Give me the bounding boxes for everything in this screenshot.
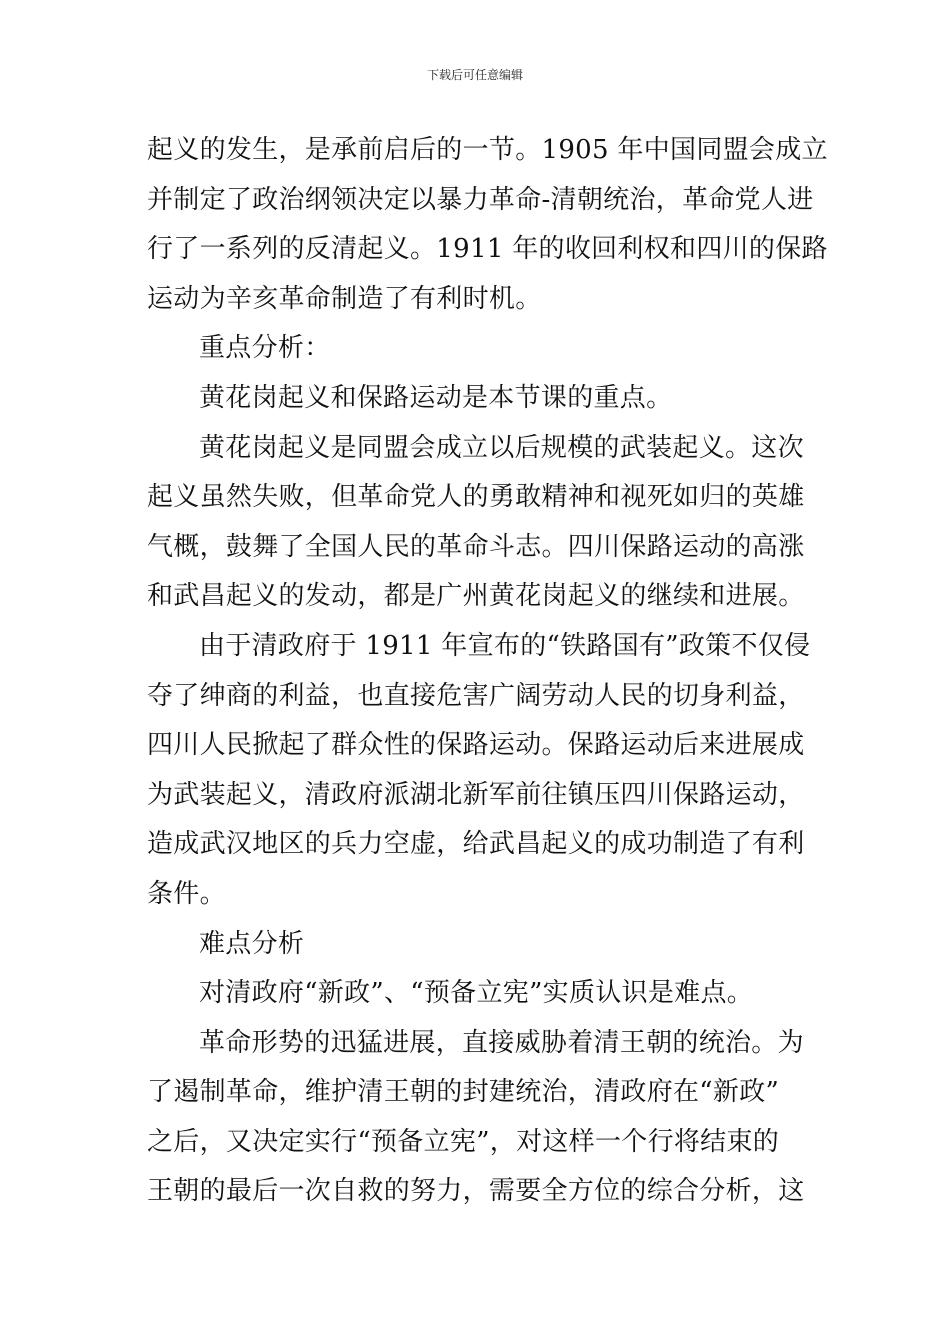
text-line: 造成武汉地区的兵力空虚，给武昌起义的成功制造了有利: [147, 829, 805, 860]
header-note: 下载后可任意编辑: [426, 68, 523, 82]
text-line: 和武昌起义的发动，都是广州黄花岗起义的继续和进展。: [147, 581, 805, 612]
text-line: 重点分析：: [199, 333, 331, 364]
text-line: 王朝的最后一次自救的努力，需要全方位的综合分析，这: [147, 1176, 805, 1207]
text-line: 起义的发生，是承前启后的一节。1905 年中国同盟会成立: [147, 135, 828, 165]
text-line: 之后，又决定实行“预备立宪”，对这样一个行将结束的: [147, 1126, 780, 1157]
document-body: [147, 126, 828, 1217]
text-line: 对清政府“新政”、“预备立宪”实质认识是难点。: [199, 978, 754, 1009]
text-line: 起义虽然失败，但革命党人的勇敢精神和视死如归的英雄: [147, 482, 805, 513]
text-line: 难点分析: [199, 928, 305, 959]
text-line: 条件。: [147, 878, 226, 909]
text-line: 由于清政府于 1911 年宣布的“铁路国有”政策不仅侵: [199, 630, 811, 661]
text-line: 夺了绅商的利益，也直接危害广阔劳动人民的切身利益，: [147, 680, 805, 711]
text-line: 运动为辛亥革命制造了有利时机。: [147, 283, 542, 314]
text-line: 行了一系列的反清起义。1911 年的收回利权和四川的保路: [147, 234, 828, 265]
text-line: 了遏制革命，维护清王朝的封建统治，清政府在“新政”: [147, 1077, 780, 1108]
text-line: 四川人民掀起了群众性的保路运动。保路运动后来进展成: [147, 730, 805, 761]
text-line: 气概，鼓舞了全国人民的革命斗志。四川保路运动的高涨: [147, 531, 805, 562]
text-line: 并制定了政治纲领决定以暴力革命-清朝统治，革命党人进: [147, 184, 814, 215]
text-line: 为武装起义，清政府派湖北新军前往镇压四川保路运动，: [147, 779, 805, 810]
text-line: 黄花岗起义是同盟会成立以后规模的武装起义。这次: [199, 432, 804, 463]
text-line: 革命形势的迅猛进展，直接威胁着清王朝的统治。为: [199, 1027, 804, 1058]
text-line: 黄花岗起义和保路运动是本节课的重点。: [199, 382, 673, 413]
